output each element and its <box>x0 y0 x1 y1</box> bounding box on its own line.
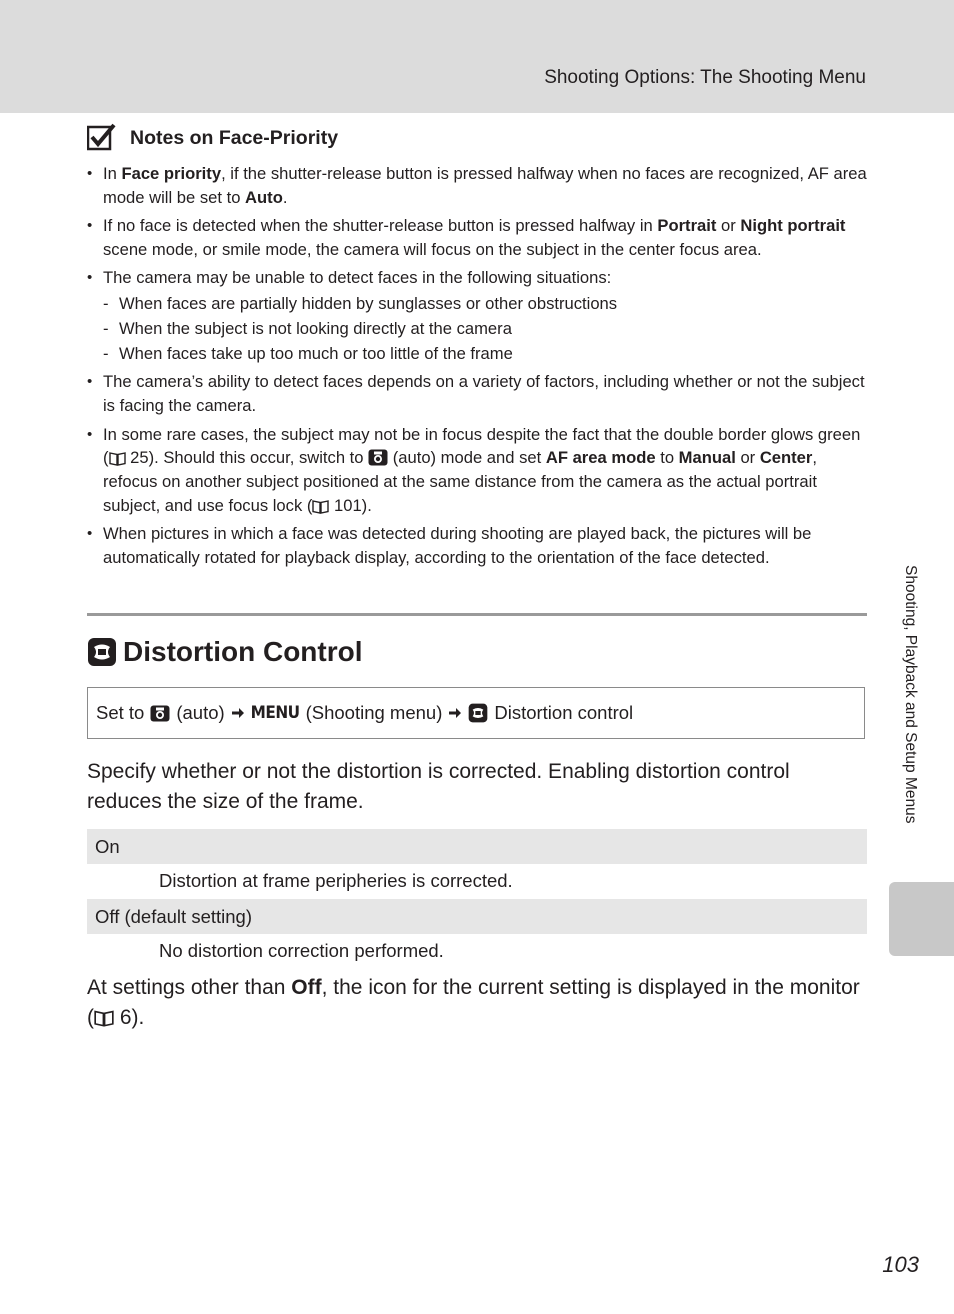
distortion-icon <box>87 637 117 667</box>
menu-path: Set to (auto) MENU (Shooting menu) Distortion control <box>87 687 865 739</box>
distortion-icon <box>468 703 488 723</box>
book-icon <box>312 499 329 514</box>
option-row-off: Off (default setting) <box>87 899 867 934</box>
sub-list <box>103 291 869 366</box>
sub-list-item: - When faces are partially hidden by sunglasses or other obstructions <box>103 291 869 316</box>
list-item: • If no face is detected when the shutter-release button is pressed halfway in Portrait or Night portrait scene mode, or smile mode, the camera will focus on the subject in the center focus area. <box>87 214 869 262</box>
camera-icon <box>368 449 388 466</box>
menu-button-glyph: MENU <box>250 703 300 723</box>
check-icon <box>87 123 117 153</box>
list-item: • In some rare cases, the subject may not be in focus despite the fact that the double border glows green ( 25). Should this occur, switch to (auto) mode and set AF area mode to Manual or Center, refocus on another subject positioned at the same distance from the camera as the actual portrait subject, and use focus lock ( 101). <box>87 423 869 518</box>
list-item: • The camera may be unable to detect faces in the following situations: - When faces are partially hidden by sunglasses or other obstructions - When the subject is not looking directly at the camera - When faces take up too much or too little of the frame <box>87 266 869 366</box>
section-intro: Specify whether or not the distortion is corrected. Enabling distortion control reduces the size of the frame. <box>87 760 790 813</box>
sub-list-item: - When the subject is not looking directly at the camera <box>103 316 869 341</box>
side-chapter-tab <box>889 882 954 956</box>
section-divider <box>87 613 867 616</box>
list-item: • When pictures in which a face was detected during shooting are played back, the pictures will be automatically rotated for playback display, according to the orientation of the face detected. <box>87 522 869 570</box>
list-item: • In Face priority, if the shutter-release button is pressed halfway when no faces are recognized, AF area mode will be set to Auto. <box>87 162 869 210</box>
sub-list-item: - When faces take up too much or too little of the frame <box>103 341 869 366</box>
section-footer-text: At settings other than Off, the icon for the current setting is displayed in the monitor ( 6). <box>87 976 860 1029</box>
arrow-icon <box>448 706 462 720</box>
option-row-on: On <box>87 829 867 864</box>
section-title <box>87 636 363 668</box>
side-chapter-label: Shooting, Playback and Setup Menus <box>902 565 919 824</box>
notes-title: Notes on Face-Priority <box>130 126 339 149</box>
header-band <box>0 0 954 113</box>
option-desc-off: No distortion correction performed. <box>159 940 444 961</box>
notes-heading <box>87 120 869 156</box>
notes-list <box>87 162 869 570</box>
book-icon <box>94 1009 114 1027</box>
arrow-icon <box>231 706 245 720</box>
section-title-text: Distortion Control <box>123 636 363 667</box>
list-item: • The camera’s ability to detect faces depends on a variety of factors, including whether or not the subject is facing the camera. <box>87 370 869 418</box>
notes-box <box>87 120 869 574</box>
page-number: 103 <box>882 1252 919 1277</box>
camera-icon <box>150 705 170 722</box>
page-header-title: Shooting Options: The Shooting Menu <box>544 67 866 88</box>
book-icon <box>109 451 126 466</box>
option-desc-on: Distortion at frame peripheries is corrected. <box>159 870 513 891</box>
